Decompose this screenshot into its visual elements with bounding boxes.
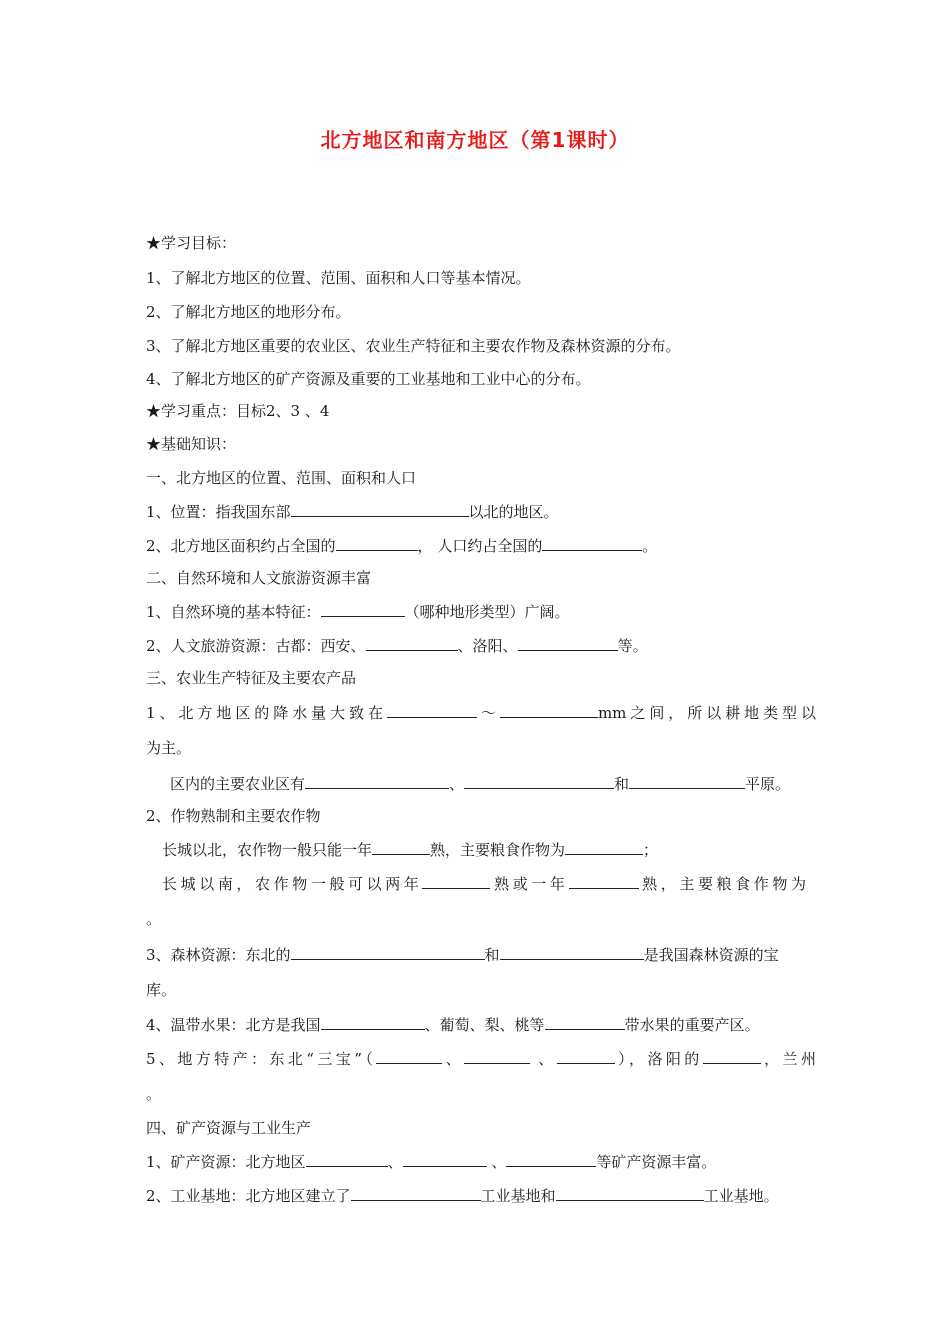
section-2-heading: 二、自然环境和人文旅游资源丰富: [146, 569, 372, 587]
focus-line: ★学习重点：目标2、3 、4: [146, 402, 330, 420]
text: 工业基地。: [703, 1187, 779, 1205]
question-line: [146, 601, 570, 622]
text: 等。: [617, 637, 648, 655]
section-3-heading: 三、农业生产特征及主要农产品: [146, 669, 357, 687]
text: 4、温带水果：北方是我国: [146, 1016, 321, 1034]
answer-blank[interactable]: [366, 635, 458, 651]
answer-blank[interactable]: [500, 944, 644, 960]
text: 和: [614, 775, 630, 793]
text: 、: [486, 1153, 507, 1171]
answer-blank[interactable]: [351, 1185, 481, 1201]
question-line: [146, 535, 657, 556]
question-line: [162, 873, 806, 894]
question-line: [162, 839, 658, 860]
text: 2、北方地区面积约占全国的: [146, 537, 336, 555]
question-line-continued: 为主。: [146, 739, 192, 757]
question-line-continued: 。: [146, 910, 162, 928]
goal-item: 3、了解北方地区重要的农业区、农业生产特征和主要农作物及森林资源的分布。: [146, 337, 681, 355]
text: 、: [449, 775, 465, 793]
answer-blank[interactable]: [321, 601, 405, 617]
goal-item: 2、了解北方地区的地形分布。: [146, 303, 351, 321]
answer-blank[interactable]: [464, 1048, 530, 1064]
goals-header: ★学习目标：: [146, 234, 237, 252]
answer-blank[interactable]: [372, 839, 430, 855]
page-title: 北方地区和南方地区（第1课时）: [320, 128, 630, 152]
text: 。: [642, 537, 658, 555]
answer-blank[interactable]: [556, 1185, 704, 1201]
answer-blank[interactable]: [542, 535, 642, 551]
answer-blank[interactable]: [500, 702, 598, 718]
text: 3、森林资源：东北的: [146, 946, 291, 964]
text: ， 人口约占全国的: [417, 537, 543, 555]
text: 2、人文旅游资源：古都：西安、: [146, 637, 366, 655]
text: 和: [484, 946, 500, 964]
question-line: [146, 501, 559, 522]
text: 熟，主要粮食作物为: [638, 875, 806, 893]
answer-blank[interactable]: [629, 773, 745, 789]
answer-blank[interactable]: [565, 839, 643, 855]
text: ；: [643, 841, 659, 859]
section-4-heading: 四、矿产资源与工业生产: [146, 1119, 312, 1137]
text: 2、工业基地：北方地区建立了: [146, 1187, 351, 1205]
question-line: [146, 702, 816, 723]
text: 区内的主要农业区有: [170, 775, 306, 793]
text: 是我国森林资源的宝: [643, 946, 779, 964]
text: 熟或一年: [490, 875, 569, 893]
answer-blank[interactable]: [376, 1048, 442, 1064]
answer-blank[interactable]: [403, 1151, 487, 1167]
question-line: [146, 944, 779, 965]
answer-blank[interactable]: [518, 635, 618, 651]
answer-blank[interactable]: [703, 1048, 761, 1064]
question-line-continued: 库。: [146, 981, 177, 999]
text: 5、地方特产：东北“三宝”（: [146, 1050, 377, 1068]
answer-blank[interactable]: [336, 535, 418, 551]
text: 带水果的重要产区。: [624, 1016, 760, 1034]
text: mm之间，所以耕地类型以: [597, 704, 816, 722]
text: 、: [387, 1153, 403, 1171]
question-line: [146, 635, 648, 656]
answer-blank[interactable]: [569, 873, 639, 889]
text: 长城以南，农作物一般可以两年: [162, 875, 423, 893]
goal-item: 1、了解北方地区的位置、范围、面积和人口等基本情况。: [146, 269, 531, 287]
text: 1、矿产资源：北方地区: [146, 1153, 306, 1171]
question-line: [170, 773, 790, 794]
sub-heading: 2、作物熟制和主要农作物: [146, 807, 321, 825]
answer-blank[interactable]: [387, 702, 477, 718]
question-line: [146, 1014, 760, 1035]
question-line-continued: 。: [146, 1085, 162, 1103]
text: 、: [442, 1050, 465, 1068]
answer-blank[interactable]: [291, 944, 485, 960]
answer-blank[interactable]: [464, 773, 614, 789]
answer-blank[interactable]: [557, 1048, 615, 1064]
question-line: [146, 1151, 716, 1172]
text: 等矿产资源丰富。: [596, 1153, 717, 1171]
section-1-heading: 一、北方地区的位置、范围、面积和人口: [146, 469, 417, 487]
text: 、洛阳、: [457, 637, 518, 655]
answer-blank[interactable]: [545, 1014, 625, 1030]
text: 长城以北，农作物一般只能一年: [162, 841, 373, 859]
answer-blank[interactable]: [306, 1151, 388, 1167]
text: （哪种地形类型）广阔。: [404, 603, 570, 621]
text: ，兰州: [760, 1050, 816, 1068]
text: 1、自然环境的基本特征：: [146, 603, 321, 621]
answer-blank[interactable]: [422, 873, 490, 889]
text: ～: [477, 704, 500, 722]
text: 工业基地和: [480, 1187, 556, 1205]
goal-item: 4、了解北方地区的矿产资源及重要的工业基地和工业中心的分布。: [146, 370, 591, 388]
text: 熟，主要粮食作物为: [430, 841, 566, 859]
answer-blank[interactable]: [506, 1151, 596, 1167]
answer-blank[interactable]: [321, 1014, 425, 1030]
text: 1、位置：指我国东部: [146, 503, 291, 521]
answer-blank[interactable]: [291, 501, 469, 517]
basics-header: ★基础知识：: [146, 435, 237, 453]
text: ），洛阳的: [614, 1050, 703, 1068]
text: 、葡萄、梨、桃等: [424, 1016, 545, 1034]
answer-blank[interactable]: [305, 773, 449, 789]
text: 1、北方地区的降水量大致在: [146, 704, 388, 722]
question-line: [146, 1048, 816, 1069]
text: 、: [530, 1050, 557, 1068]
text: 以北的地区。: [468, 503, 559, 521]
question-line: [146, 1185, 779, 1206]
text: 平原。: [745, 775, 791, 793]
